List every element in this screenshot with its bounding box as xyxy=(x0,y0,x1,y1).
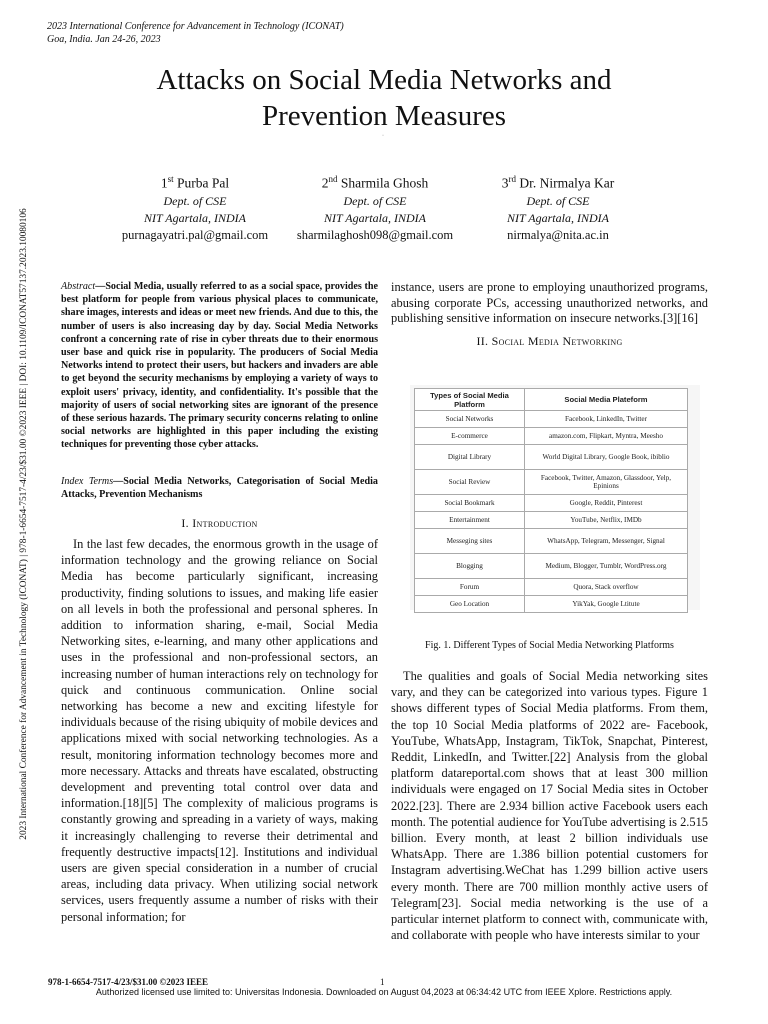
author-name-2: 2nd Sharmila Ghosh xyxy=(321,174,429,191)
section-heading-introduction: I. Introduction xyxy=(181,516,258,530)
author-dept-3: Dept. of CSE xyxy=(526,193,590,208)
table-row xyxy=(415,411,688,428)
table-cell: Messeging sites xyxy=(415,529,525,554)
table-cell: Digital Library xyxy=(415,445,525,470)
table-cell: Facebook, Twitter, Amazon, Glassdoor, Yelp, Epinions xyxy=(525,470,688,495)
sidebar-citation xyxy=(18,160,30,888)
author-block-1 xyxy=(100,170,290,243)
table-header: Social Media Plateform xyxy=(525,389,688,411)
social-media-paragraph: The qualities and goals of Social Media networking sites vary, and they can be categorized into various types. Figure 1 shows different types of Social Media platforms. From them, the top 10 Social Media platforms of 2022 are- Facebook, YouTube, WhatsApp, Instagram, TikTok, Snapchat, Pinterest, Reddit, LinkedIn, and Twitter.[22] Analysis from the global platform datareportal.com shows that at least 300 million individuals were engaged on 17 Social Media sites in October 2022.[23]. There are 2.934 billion active Facebook users each month. The potential audience for YouTube advertising is 2.515 billion. Every month, at least 2 billion individuals use WhatsApp. There are 1.386 billion potential customers for Instagram advertising.WeChat has 1.299 billion active users every month. There are 700 million monthly active users of Telegram[23]. Social media networking is the use of a particular internet platform to connect with, communicate with, and collaborate with people who have interests similar to your xyxy=(391,669,708,943)
author-dept-2: Dept. of CSE xyxy=(343,193,407,208)
table-cell: Geo Location xyxy=(415,596,525,613)
author-inst-2: NIT Agartala, INDIA xyxy=(324,210,426,225)
author-name-3: 3rd Dr. Nirmalya Kar xyxy=(501,174,615,191)
table-cell: Social Bookmark xyxy=(415,495,525,512)
author-inst-1: NIT Agartala, INDIA xyxy=(144,210,246,225)
paper-title xyxy=(100,62,668,134)
abstract-text: —Social Media, usually referred to as a social space, provides the best platform for people from various physical places to communicate, share images, interests and ideas or meet new friends. And due to this, the number of users is also increasing day by day. Social Media Networks confront a concerning rate of rise in cyber threats due to their enormous user base and quick rise in popularity. The producers of Social Media Networks intend to protect their users, but hackers and invaders are able to get beyond the security mechanisms by employing a variety of ways to exploit users' privacy, identity, and confidentiality. It's possible that the majority of users of social networking sites are ignorant of the presence of these serious hazards. The primary security concerns relating to online social networks are highlighted in this paper including the existing techniques for preventing those cyber attacks. xyxy=(61,281,378,451)
table-cell: E-commerce xyxy=(415,428,525,445)
footer-isbn: 978-1-6654-7517-4/23/$31.00 ©2023 IEEE xyxy=(48,977,208,987)
table-cell: Entertainment xyxy=(415,512,525,529)
table-row xyxy=(415,529,688,554)
figure-1 xyxy=(410,385,700,610)
table-row xyxy=(415,512,688,529)
index-terms-text: —Social Media Networks, Categorisation of Social Media Attacks, Prevention Mechanisms xyxy=(61,476,378,501)
author-dept-1: Dept. of CSE xyxy=(163,193,227,208)
footer-authorized-notice: Authorized licensed use limited to: Universitas Indonesia. Downloaded on August 04,2023 at 06:34:42 UTC from IEEE Xplore. Restrictions apply. xyxy=(95,987,673,997)
table-row xyxy=(415,470,688,495)
sidebar-citation-text: 2023 International Conference for Advancement in Technology (ICONAT) | 978-1-6654-7517-4/23/$31.00 ©2023 IEEE | DOI: 10.1109/ICONAT57137.2023.10080106 xyxy=(19,208,29,840)
abstract-label: Abstract xyxy=(61,281,96,292)
author-block-2 xyxy=(280,170,470,243)
platform-table xyxy=(414,388,688,613)
table-row xyxy=(415,579,688,596)
figure-caption: Fig. 1. Different Types of Social Media Networking Platforms xyxy=(425,640,674,651)
table-cell: Social Networks xyxy=(415,411,525,428)
table-cell: YouTube, Netflix, IMDb xyxy=(525,512,688,529)
table-cell: Social Review xyxy=(415,470,525,495)
table-cell: Blogging xyxy=(415,554,525,579)
author-email-2: sharmilaghosh098@gmail.com xyxy=(296,227,454,242)
abstract xyxy=(61,280,378,452)
table-header-row xyxy=(415,389,688,411)
table-row xyxy=(415,445,688,470)
author-email-1: purnagayatri.pal@gmail.com xyxy=(121,227,269,242)
table-cell: World Digital Library, Google Book, ibiblio xyxy=(525,445,688,470)
paper-title-line2: Prevention Measures xyxy=(261,100,507,132)
conference-location: Goa, India. Jan 24-26, 2023 xyxy=(47,34,161,45)
table-cell: Google, Reddit, Pinterest xyxy=(525,495,688,512)
table-cell: Quora, Stack overflow xyxy=(525,579,688,596)
table-cell: YikYak, Google Ltitute xyxy=(525,596,688,613)
table-header: Types of Social Media Platform xyxy=(415,389,525,411)
introduction-paragraph: In the last few decades, the enormous growth in the usage of information technology and the growing reliance on Social Media has become particularly significant, increasing productivity, finding solutions to issues, and making life easier on all levels in both the professional and personal spheres. In addition to information sharing, e-mail, Social Media Networking sites, e-learning, and many other applications and uses in the professional and non-professional sectors, an increasing number of human interactions rely on technology for quick and continuous communication. Online social networking has become a new and exciting lifestyle for individuals because of the rising ubiquity of mobile devices and applications mixed with social networking technologies. As a result, monitoring information technology becomes more and more necessary. Attacks and threats have escalated, obstructing development and preventing total control over data and information.[18][5] The complexity of malicious programs is constantly growing and spreading in a variety of ways, making it increasingly challenging to reverse their detrimental and frequently destructive impacts[12]. Institutions and individual users are given special consideration in a number of crucial areas, including data privacy. When utilizing social network services, users frequently assume a number of risks with their personal information; for xyxy=(61,537,378,924)
paper-title-line1: Attacks on Social Media Networks and xyxy=(156,64,612,96)
table-row xyxy=(415,554,688,579)
table-row xyxy=(415,596,688,613)
table-row xyxy=(415,428,688,445)
author-block-3 xyxy=(463,170,653,243)
index-terms-label: Index Terms xyxy=(61,476,114,487)
table-cell: Medium, Blogger, Tumblr, WordPress.org xyxy=(525,554,688,579)
table-cell: WhatsApp, Telegram, Messenger, Signal xyxy=(525,529,688,554)
title-mark: · xyxy=(382,133,384,139)
table-cell: Facebook, LinkedIn, Twitter xyxy=(525,411,688,428)
section-heading-social-media-networking: II. Social Media Networking xyxy=(476,334,623,348)
author-email-3: nirmalya@nita.ac.in xyxy=(507,227,609,242)
right-column-continuation: instance, users are prone to employing unauthorized programs, abusing corporate PCs, accessing unauthorized networks, and publishing sensitive information on insecure networks.[3][16] xyxy=(391,280,708,325)
conference-name: 2023 International Conference for Advancement in Technology (ICONAT) xyxy=(47,21,344,32)
index-terms xyxy=(61,475,378,501)
table-row xyxy=(415,495,688,512)
author-name-1: 1st Purba Pal xyxy=(160,174,230,191)
author-inst-3: NIT Agartala, INDIA xyxy=(507,210,609,225)
table-cell: Forum xyxy=(415,579,525,596)
table-cell: amazon.com, Flipkart, Myntra, Meesho xyxy=(525,428,688,445)
page-number: 1 xyxy=(380,977,385,987)
